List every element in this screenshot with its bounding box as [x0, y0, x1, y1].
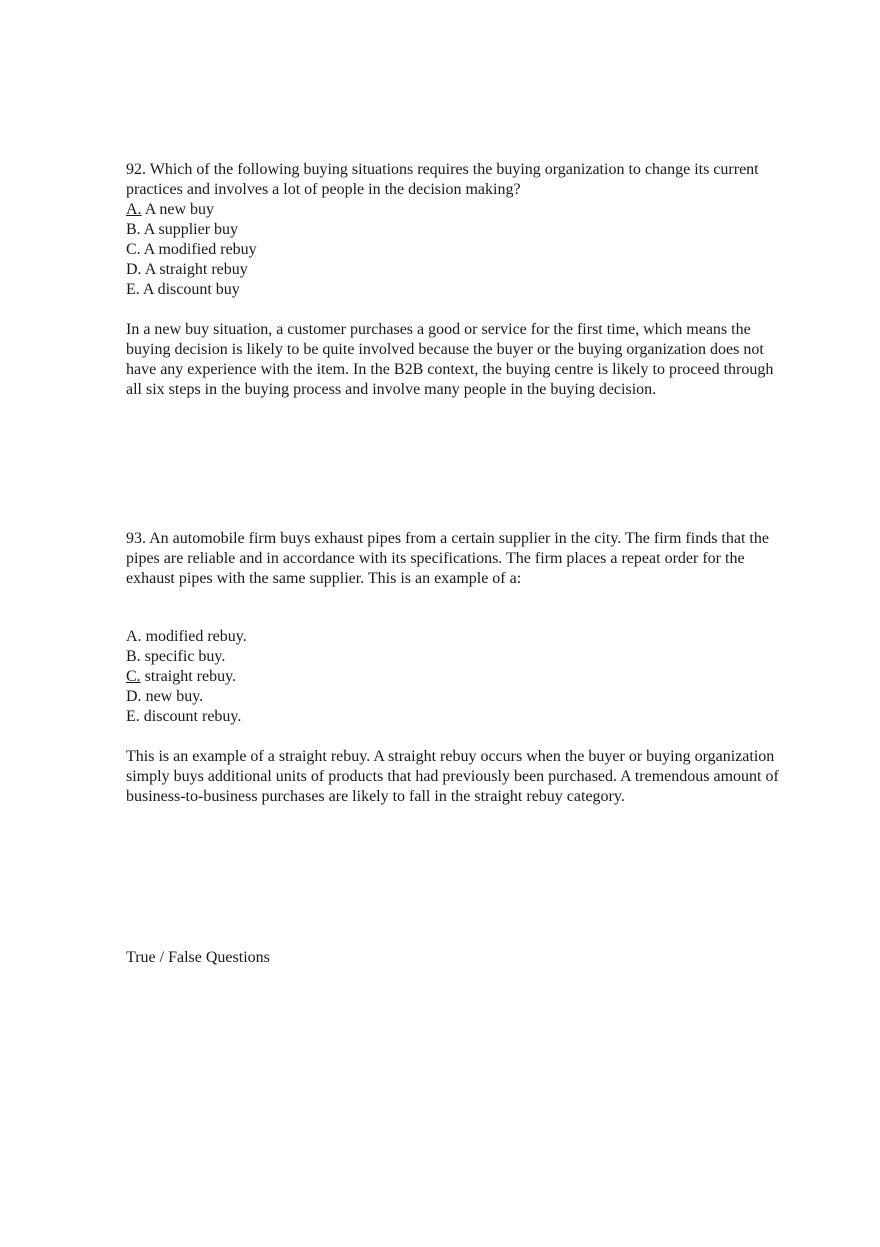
- option-text: modified rebuy.: [145, 628, 247, 645]
- option-letter: B.: [126, 648, 141, 665]
- question-92-text: 92. Which of the following buying situations requires the buying organization to change its current practices and involves a lot of people in the decision making?: [126, 161, 759, 198]
- option-text: new buy.: [145, 688, 204, 705]
- option-b: [126, 220, 786, 240]
- option-letter: A.: [126, 628, 142, 645]
- option-text: A discount buy: [142, 281, 240, 298]
- question-93-options: [126, 627, 786, 727]
- question-92-explanation: In a new buy situation, a customer purchases a good or service for the first time, which means the buying decision is likely to be quite involved because the buyer or the buying organization does not have any experience with the item. In the B2B context, the buying centre is likely to proceed through all six steps in the buying process and involve many people in the buying decision.: [126, 321, 774, 398]
- question-93-explanation: This is an example of a straight rebuy. A straight rebuy occurs when the buyer or buying organization simply buys additional units of products that had previously been purchased. A tremendous amount of business-to-business purchases are likely to fall in the straight rebuy category.: [126, 748, 779, 805]
- section-heading: True / False Questions: [126, 949, 270, 966]
- option-letter: D.: [126, 261, 142, 278]
- option-letter: B.: [126, 221, 141, 238]
- section-heading-true-false: [126, 948, 786, 968]
- question-93-text: 93. An automobile firm buys exhaust pipes from a certain supplier in the city. The firm finds that the pipes are reliable and in accordance with its specifications. The firm places a repeat order for the exhaust pipes with the same supplier. This is an example of a:: [126, 530, 769, 587]
- option-b: [126, 647, 786, 667]
- option-letter: D.: [126, 688, 142, 705]
- option-e: [126, 707, 786, 727]
- option-letter: E.: [126, 281, 140, 298]
- question-92: [126, 160, 786, 400]
- option-text: A modified rebuy: [143, 241, 257, 258]
- option-letter: E.: [126, 708, 140, 725]
- option-e: [126, 280, 786, 300]
- option-text: specific buy.: [144, 648, 226, 665]
- option-a: [126, 200, 786, 220]
- question-93: [126, 529, 786, 807]
- option-letter-correct: C.: [126, 668, 141, 685]
- option-d: [126, 687, 786, 707]
- option-d: [126, 260, 786, 280]
- option-text: A straight rebuy: [144, 261, 248, 278]
- option-letter-correct: A.: [126, 201, 142, 218]
- option-text: straight rebuy.: [144, 668, 237, 685]
- option-a: [126, 627, 786, 647]
- option-text: A new buy: [144, 201, 215, 218]
- option-text: A supplier buy: [143, 221, 239, 238]
- option-text: discount rebuy.: [143, 708, 242, 725]
- option-c: [126, 667, 786, 687]
- question-92-options: [126, 200, 786, 300]
- option-c: [126, 240, 786, 260]
- option-letter: C.: [126, 241, 141, 258]
